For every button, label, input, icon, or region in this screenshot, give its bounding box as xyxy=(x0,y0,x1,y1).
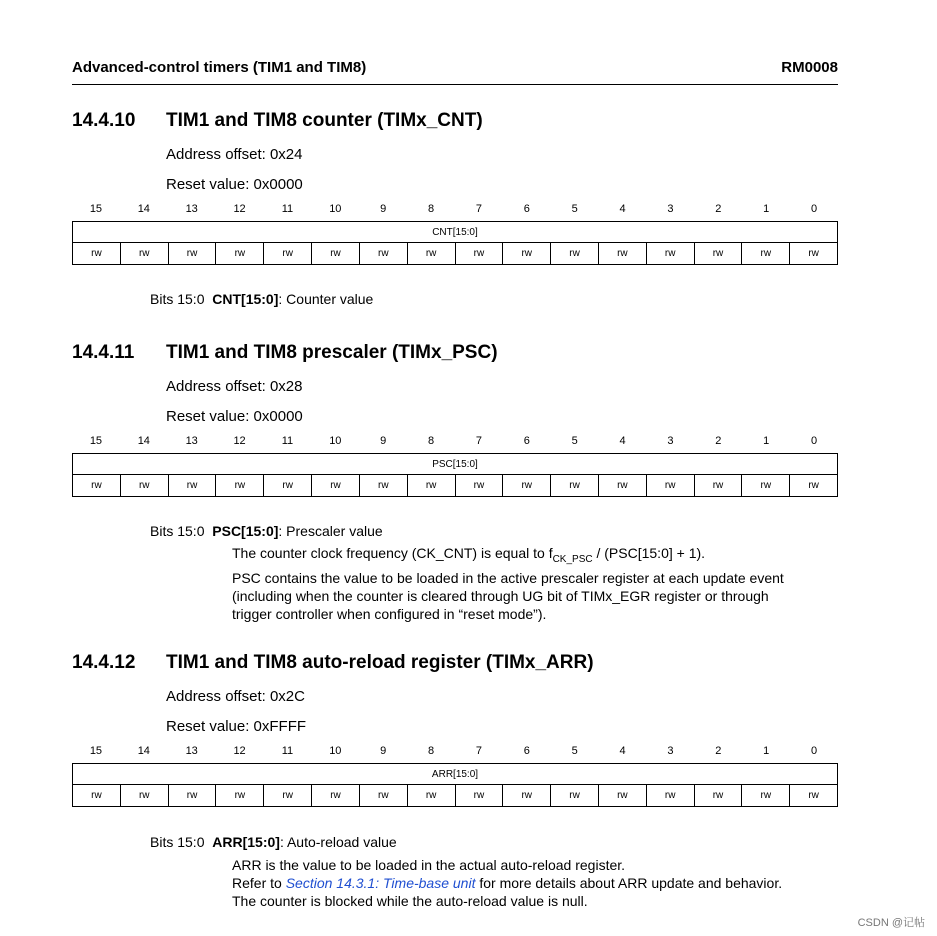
bit-number: 1 xyxy=(763,203,770,215)
bits-field: PSC[15:0] xyxy=(212,523,279,539)
subscript: CK_PSC xyxy=(552,553,593,565)
bits-summary: : Auto-reload value xyxy=(279,834,397,850)
access-cell: rw xyxy=(694,475,742,497)
access-cell: rw xyxy=(312,785,360,807)
reset-value: Reset value: 0x0000 xyxy=(166,408,303,425)
bit-number: 2 xyxy=(715,203,722,215)
detail-line: PSC contains the value to be loaded in the active prescaler register at each update event xyxy=(232,569,784,586)
bit-number: 15 xyxy=(89,745,103,757)
bit-number: 5 xyxy=(571,745,578,757)
bit-number: 8 xyxy=(428,745,435,757)
bits-description xyxy=(150,523,383,539)
bit-number: 9 xyxy=(380,435,387,447)
bits-description xyxy=(150,834,397,850)
register-field: PSC[15:0] xyxy=(73,454,838,475)
detail-line xyxy=(232,544,784,569)
detail-line: trigger controller when configured in “reset mode”). xyxy=(232,605,547,622)
bit-number: 7 xyxy=(475,745,482,757)
access-cell: rw xyxy=(264,243,312,265)
access-cell: rw xyxy=(503,243,551,265)
access-cell: rw xyxy=(694,243,742,265)
access-cell: rw xyxy=(455,785,503,807)
access-cell: rw xyxy=(168,243,216,265)
detail-line: The counter is blocked while the auto-reload value is null. xyxy=(232,893,588,909)
access-cell: rw xyxy=(551,785,599,807)
bit-numbers xyxy=(72,435,838,449)
detail-text: The counter clock frequency (CK_CNT) is equal to f xyxy=(232,545,553,561)
access-cell: rw xyxy=(407,475,455,497)
access-cell: rw xyxy=(551,475,599,497)
bits-detail xyxy=(232,856,782,910)
section-heading xyxy=(72,342,498,364)
bit-number: 0 xyxy=(811,203,818,215)
bits-summary: : Counter value xyxy=(278,291,374,307)
bits-field: ARR[15:0] xyxy=(212,834,280,850)
bit-number: 4 xyxy=(619,745,626,757)
bit-number: 3 xyxy=(667,435,674,447)
access-cell: rw xyxy=(742,475,790,497)
detail-line: (including when the counter is cleared through UG bit of TIMx_EGR register or through xyxy=(232,587,769,604)
access-cell: rw xyxy=(73,475,121,497)
bit-number: 0 xyxy=(811,435,818,447)
register-table xyxy=(72,763,838,807)
bit-number: 1 xyxy=(763,745,770,757)
bit-number: 8 xyxy=(428,435,435,447)
access-cell: rw xyxy=(120,475,168,497)
section-link[interactable]: Section 14.3.1: Time-base unit xyxy=(285,875,476,891)
section-number: 14.4.10 xyxy=(72,110,136,131)
access-cell: rw xyxy=(455,475,503,497)
section-title: TIM1 and TIM8 prescaler (TIMx_PSC) xyxy=(166,342,498,363)
detail-text: / (PSC[15:0] + 1). xyxy=(592,545,706,561)
bit-number: 15 xyxy=(89,435,103,447)
bit-number: 5 xyxy=(571,435,578,447)
bit-number: 3 xyxy=(667,203,674,215)
access-cell: rw xyxy=(264,785,312,807)
register-table xyxy=(72,453,838,497)
bit-number: 11 xyxy=(281,203,294,215)
access-cell: rw xyxy=(742,785,790,807)
detail-text: Refer to xyxy=(232,875,286,891)
bits-range: Bits 15:0 xyxy=(150,523,205,539)
bit-number: 12 xyxy=(233,435,246,447)
access-row xyxy=(73,475,838,497)
access-cell: rw xyxy=(359,785,407,807)
bit-number: 10 xyxy=(329,203,342,215)
access-cell: rw xyxy=(503,785,551,807)
access-cell: rw xyxy=(598,475,646,497)
access-cell: rw xyxy=(598,243,646,265)
bit-number: 11 xyxy=(281,435,294,447)
bit-number: 9 xyxy=(380,203,387,215)
access-cell: rw xyxy=(73,785,121,807)
bit-number: 7 xyxy=(475,203,482,215)
bit-number: 0 xyxy=(811,745,818,757)
bit-number: 5 xyxy=(571,203,578,215)
access-cell: rw xyxy=(120,785,168,807)
section-heading xyxy=(72,110,483,132)
section-heading xyxy=(72,652,594,674)
bits-field: CNT[15:0] xyxy=(212,291,279,307)
address-offset: Address offset: 0x24 xyxy=(166,146,303,163)
access-cell: rw xyxy=(742,243,790,265)
bit-number: 14 xyxy=(137,435,150,447)
address-offset: Address offset: 0x2C xyxy=(166,688,305,705)
bit-number: 2 xyxy=(715,745,722,757)
bit-number: 2 xyxy=(715,435,722,447)
access-cell: rw xyxy=(646,475,694,497)
access-cell: rw xyxy=(73,243,121,265)
access-cell: rw xyxy=(407,785,455,807)
access-cell: rw xyxy=(168,475,216,497)
reset-value: Reset value: 0xFFFF xyxy=(166,718,307,735)
reset-value: Reset value: 0x0000 xyxy=(166,176,303,193)
bits-range: Bits 15:0 xyxy=(150,834,205,850)
access-cell: rw xyxy=(359,475,407,497)
bit-number: 13 xyxy=(185,435,198,447)
bit-number: 10 xyxy=(329,745,342,757)
bits-description xyxy=(150,291,373,307)
header-doc-id: RM0008 xyxy=(781,59,838,76)
bit-number: 13 xyxy=(185,745,198,757)
detail-line: ARR is the value to be loaded in the actual auto-reload register. xyxy=(232,857,626,873)
access-cell: rw xyxy=(216,785,264,807)
access-cell: rw xyxy=(790,475,838,497)
access-cell: rw xyxy=(407,243,455,265)
bit-number: 6 xyxy=(523,435,530,447)
bit-numbers xyxy=(72,203,838,217)
detail-line xyxy=(232,874,782,892)
access-row xyxy=(73,243,838,265)
access-cell: rw xyxy=(455,243,503,265)
section-title: TIM1 and TIM8 auto-reload register (TIMx_ARR) xyxy=(166,652,594,673)
bits-summary: : Prescaler value xyxy=(278,523,383,539)
section-number: 14.4.12 xyxy=(72,652,136,673)
access-cell: rw xyxy=(551,243,599,265)
access-cell: rw xyxy=(216,243,264,265)
register-table xyxy=(72,221,838,265)
bit-numbers xyxy=(72,745,838,759)
bit-number: 1 xyxy=(763,435,770,447)
access-row xyxy=(73,785,838,807)
bit-number: 6 xyxy=(523,203,530,215)
bit-number: 7 xyxy=(475,435,482,447)
access-cell: rw xyxy=(790,243,838,265)
detail-text: for more details about ARR update and behavior. xyxy=(475,875,783,891)
section-number: 14.4.11 xyxy=(72,342,135,363)
address-offset: Address offset: 0x28 xyxy=(166,378,303,395)
bits-range: Bits 15:0 xyxy=(150,291,205,307)
access-cell: rw xyxy=(120,243,168,265)
header-title: Advanced-control timers (TIM1 and TIM8) xyxy=(72,59,367,76)
bit-number: 12 xyxy=(233,745,246,757)
access-cell: rw xyxy=(264,475,312,497)
bit-number: 6 xyxy=(523,745,530,757)
bit-number: 14 xyxy=(137,745,150,757)
register-field: CNT[15:0] xyxy=(73,222,838,243)
bit-number: 14 xyxy=(137,203,150,215)
bit-number: 13 xyxy=(185,203,198,215)
bit-number: 8 xyxy=(428,203,435,215)
page-header xyxy=(72,58,838,85)
watermark: CSDN @记帖 xyxy=(857,917,925,929)
access-cell: rw xyxy=(694,785,742,807)
bit-number: 4 xyxy=(619,435,626,447)
bit-number: 15 xyxy=(89,203,103,215)
bit-number: 10 xyxy=(329,435,342,447)
bit-number: 11 xyxy=(281,745,294,757)
access-cell: rw xyxy=(503,475,551,497)
access-cell: rw xyxy=(646,785,694,807)
bit-number: 9 xyxy=(380,745,387,757)
access-cell: rw xyxy=(359,243,407,265)
section-title: TIM1 and TIM8 counter (TIMx_CNT) xyxy=(166,110,483,131)
bits-detail xyxy=(232,544,784,623)
access-cell: rw xyxy=(168,785,216,807)
access-cell: rw xyxy=(790,785,838,807)
access-cell: rw xyxy=(312,475,360,497)
bit-number: 4 xyxy=(619,203,626,215)
bit-number: 3 xyxy=(667,745,674,757)
access-cell: rw xyxy=(216,475,264,497)
bit-number: 12 xyxy=(233,203,246,215)
access-cell: rw xyxy=(312,243,360,265)
register-field: ARR[15:0] xyxy=(73,764,838,785)
access-cell: rw xyxy=(646,243,694,265)
access-cell: rw xyxy=(598,785,646,807)
